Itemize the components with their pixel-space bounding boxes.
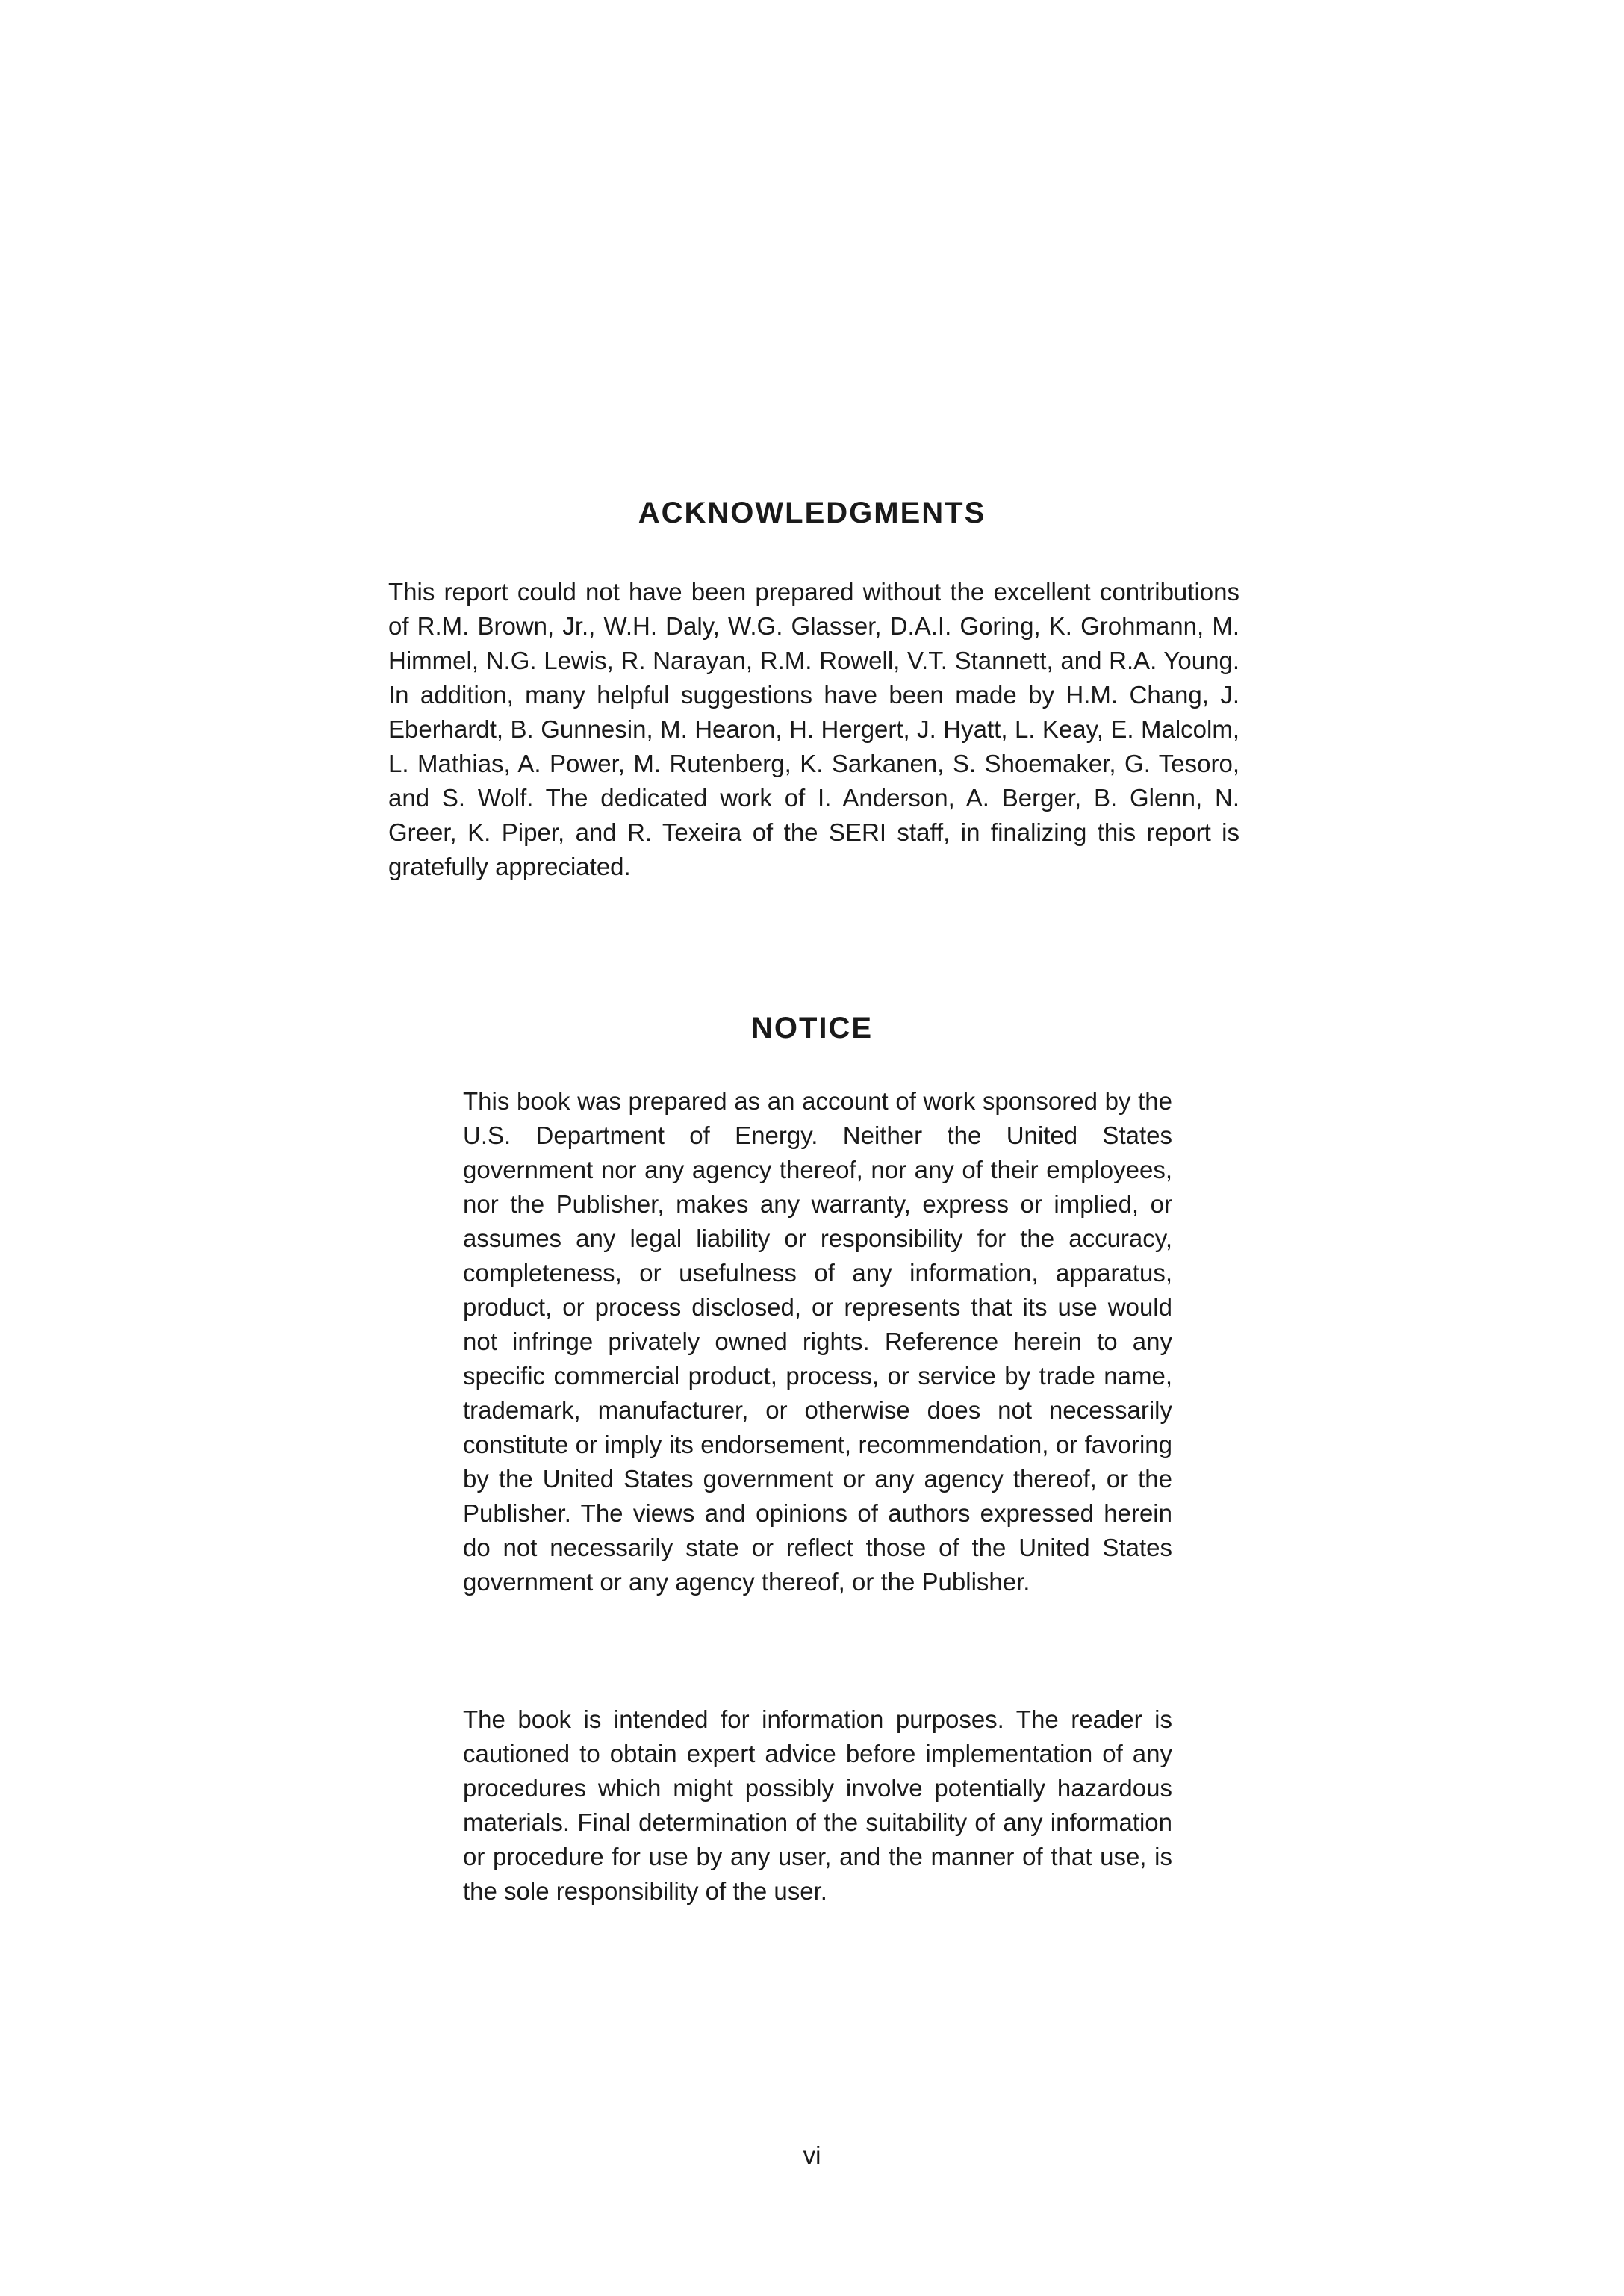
page-number: vi [803,2141,821,2169]
acknowledgments-heading: ACKNOWLEDGMENTS [638,497,986,529]
notice-paragraph-1: This book was prepared as an account of work sponsored by the U.S. Department of Energy. Neither the United States government nor any agency thereof, nor any of their employees, nor the Publisher, makes any warranty, express or implied, or assumes any legal liability or responsibility for the accuracy, completeness, or usefulness of any information, apparatus, product, or process disclosed, or represents that its use would not infringe privately owned rights. Reference herein to any specific commercial product, process, or service by trade name, trademark, manufacturer, or otherwise does not necessarily constitute or imply its endorsement, recommendation, or favoring by the United States government or any agency thereof, or the Publisher. The views and opinions of authors expressed herein do not necessarily state or reflect those of the United States government or any agency thereof, or the Publisher. [463,1087,1172,1596]
notice-paragraph-2: The book is intended for information purposes. The reader is cautioned to obtain expert advice before implementation of any procedures which might possibly involve potentially hazardous materials. Final determination of the suitability of any information or procedure for use by any user, and the manner of that use, is the sole responsibility of the user. [463,1705,1172,1905]
notice-heading: NOTICE [750,1012,874,1045]
acknowledgments-paragraph: This report could not have been prepared without the excellent contributions of R.M. Brown, Jr., W.H. Daly, W.G. Glasser, D.A.I. Goring, K. Grohmann, M. Himmel, N.G. Lewis, R. Narayan, R.M. Rowell, V.T. Stannett, and R.A. Young. In addition, many helpful suggestions have been made by H.M. Chang, J. Eberhardt, B. Gunnesin, M. Hearon, H. Hergert, J. Hyatt, L. Keay, E. Malcolm, L. Mathias, A. Power, M. Rutenberg, K. Sarkanen, S. Shoemaker, G. Tesoro, and S. Wolf. The dedicated work of I. Anderson, A. Berger, B. Glenn, N. Greer, K. Piper, and R. Texeira of the SERI staff, in finalizing this report is gratefully appreciated. [388,578,1239,880]
